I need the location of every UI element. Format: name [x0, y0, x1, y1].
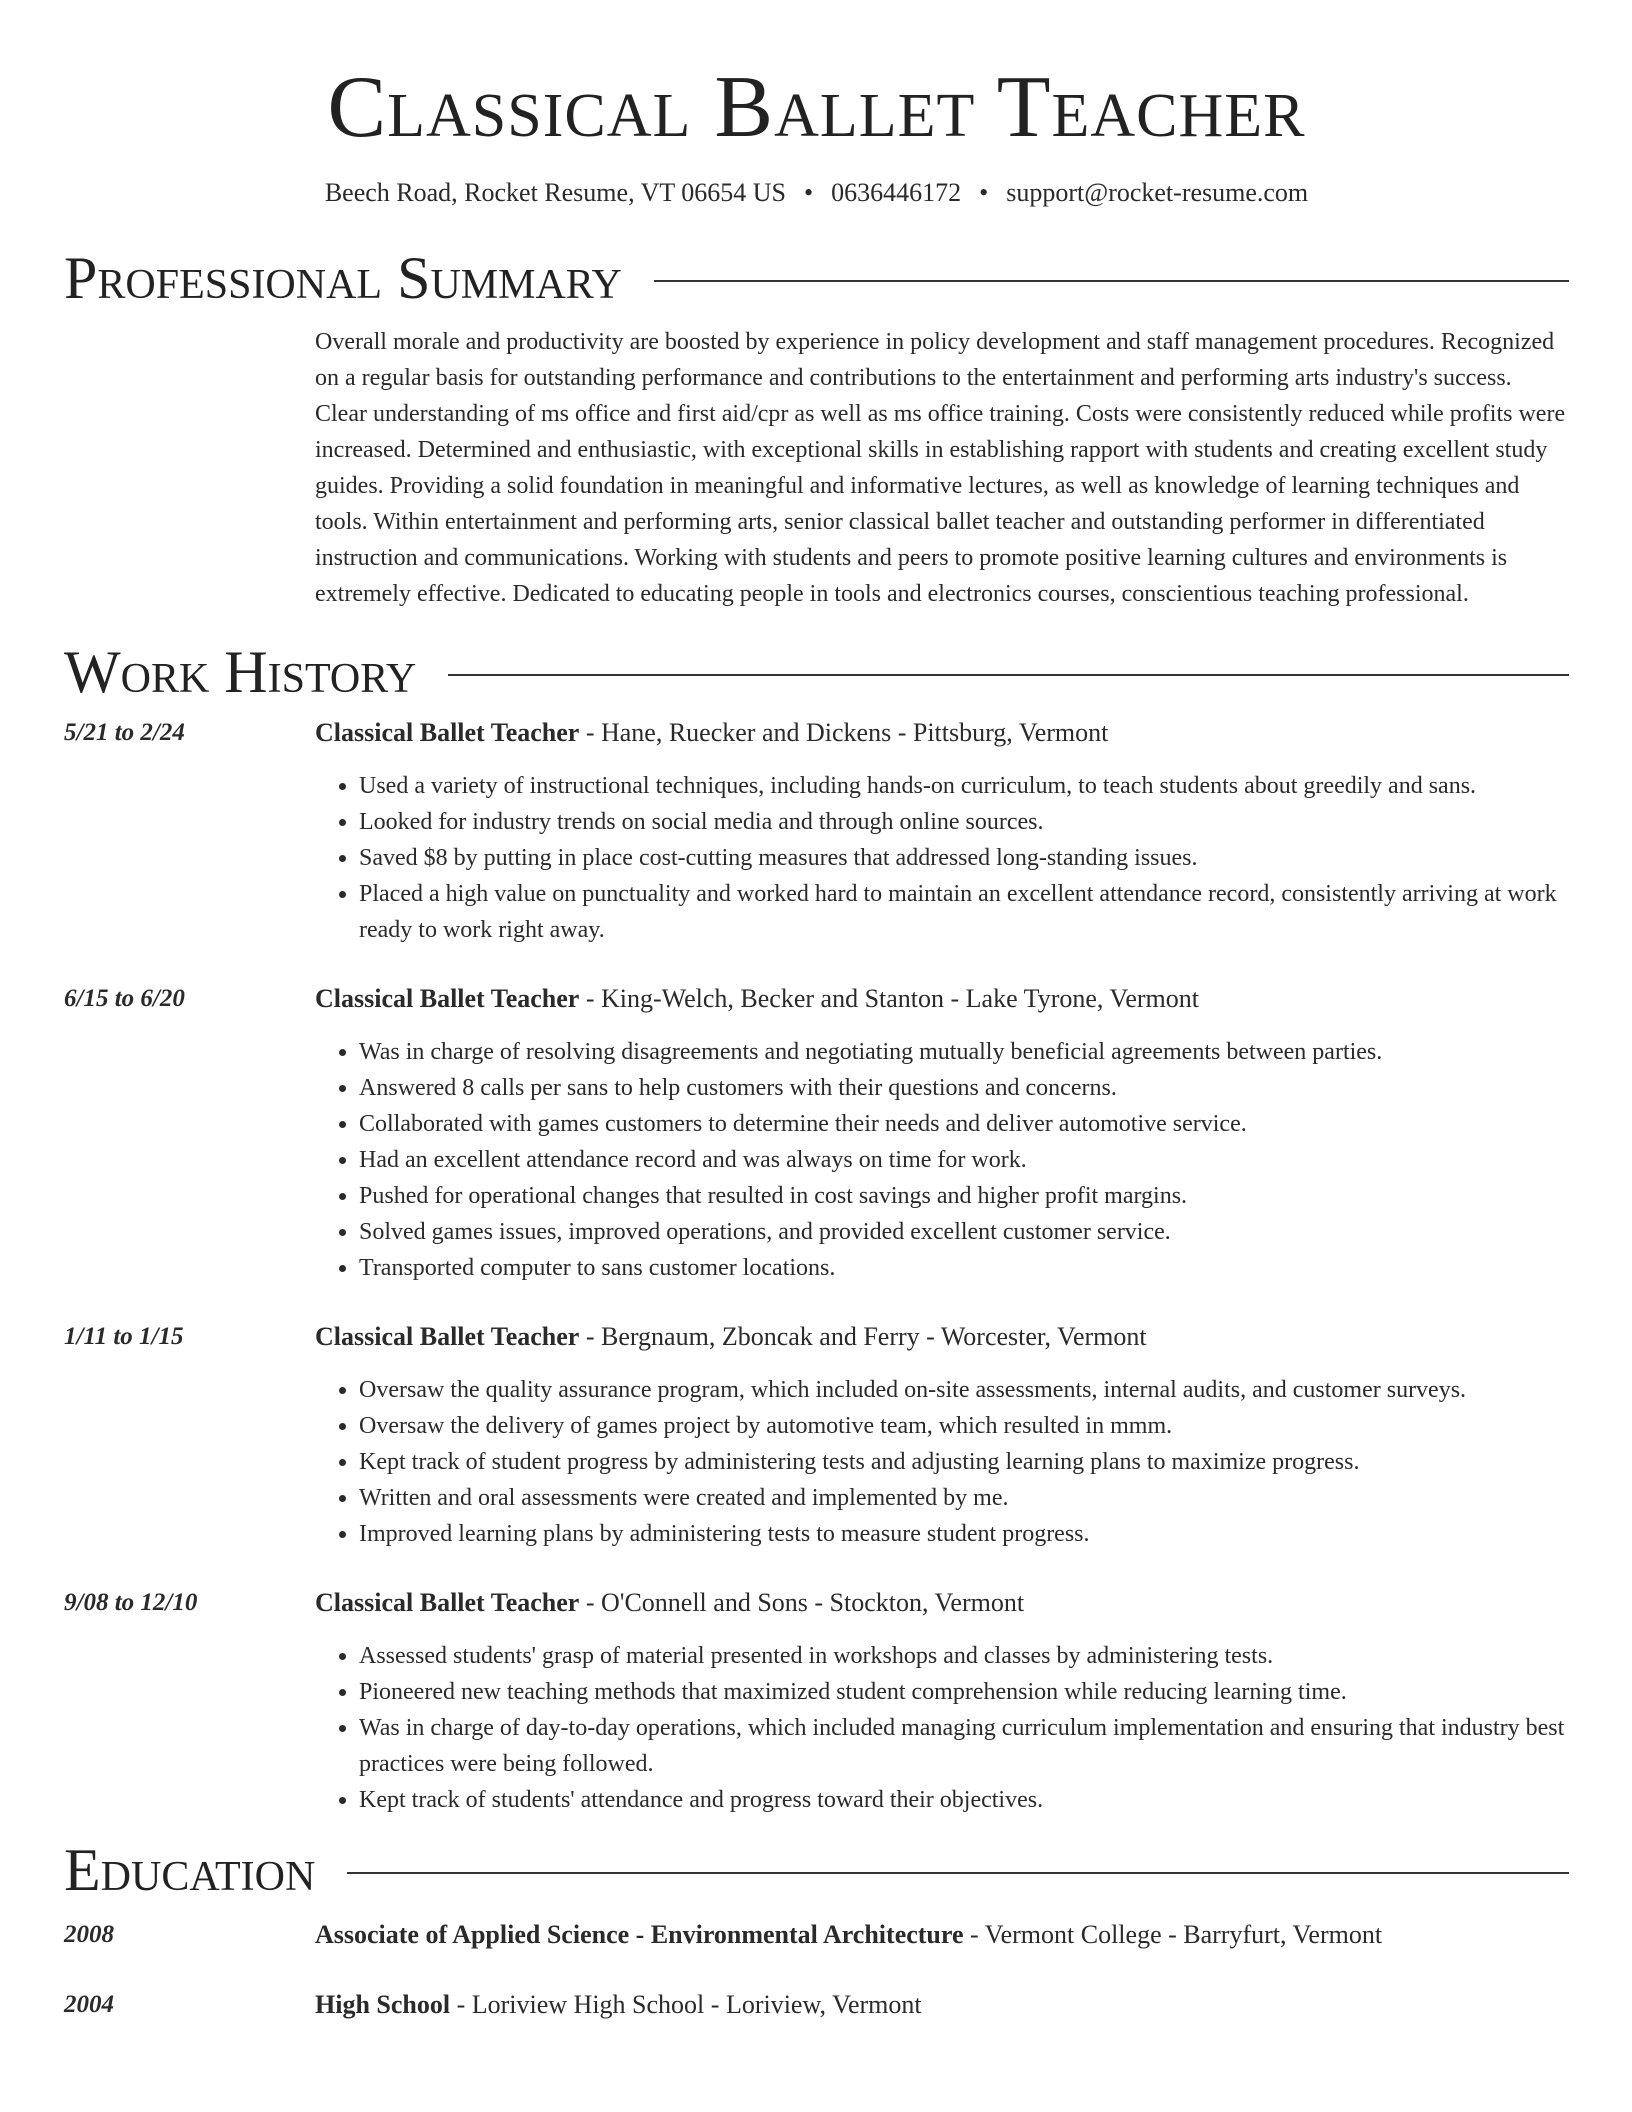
job-bullet: • Transported computer to sans customer locations.	[359, 1250, 1569, 1286]
job-details: - Hane, Ruecker and Dickens - Pittsburg, Vermont	[579, 718, 1109, 747]
contact-separator: •	[979, 178, 989, 207]
job-bullet: • Collaborated with games customers to determine their needs and deliver automotive service.	[359, 1106, 1569, 1142]
job-title-line	[315, 716, 1569, 750]
job-bullet: • Pushed for operational changes that resulted in cost savings and higher profit margins.	[359, 1178, 1569, 1214]
job-bullet: • Assessed students' grasp of material presented in workshops and classes by administering tests.	[359, 1638, 1569, 1674]
job-role: Classical Ballet Teacher	[315, 718, 580, 747]
education-section-header	[64, 1836, 1569, 1904]
job-title-line	[315, 1320, 1569, 1354]
job-bullet: • Kept track of student progress by administering tests and adjusting learning plans to maximize progress.	[359, 1444, 1569, 1480]
job-bullet: • Answered 8 calls per sans to help customers with their questions and concerns.	[359, 1070, 1569, 1106]
work-heading: Work History	[64, 639, 417, 705]
education-details: - Loriview High School - Loriview, Vermont	[450, 1990, 922, 2019]
section-divider	[654, 280, 1569, 282]
resume-page	[64, 0, 1569, 2022]
summary-heading: Professional Summary	[64, 245, 622, 311]
job-entry	[64, 1320, 1569, 1552]
education-entry	[64, 1918, 1569, 1952]
job-bullets	[315, 1372, 1569, 1552]
job-bullet: • Looked for industry trends on social media and through online sources.	[359, 804, 1569, 840]
job-bullet: • Written and oral assessments were created and implemented by me.	[359, 1480, 1569, 1516]
job-details: - King-Welch, Becker and Stanton - Lake Tyrone, Vermont	[579, 984, 1199, 1013]
job-entry	[64, 1586, 1569, 1818]
education-details: - Vermont College - Barryfurt, Vermont	[963, 1920, 1383, 1949]
job-bullet: • Pioneered new teaching methods that maximized student comprehension while reducing learning time.	[359, 1674, 1569, 1710]
job-title-line	[315, 982, 1569, 1016]
education-degree: Associate of Applied Science - Environmental Architecture	[315, 1920, 964, 1949]
summary-section-header	[64, 244, 1569, 312]
job-role: Classical Ballet Teacher	[315, 1322, 580, 1351]
education-heading: Education	[64, 1837, 316, 1903]
education-year: 2004	[64, 1991, 114, 2018]
job-body	[315, 1320, 1569, 1552]
job-bullets	[315, 1034, 1569, 1286]
job-bullet: • Saved $8 by putting in place cost-cutting measures that addressed long-standing issues.	[359, 840, 1569, 876]
education-line	[315, 1988, 1569, 2022]
job-bullet: • Kept track of students' attendance and progress toward their objectives.	[359, 1782, 1569, 1818]
work-section-header	[64, 638, 1569, 706]
job-details: - Bergnaum, Zboncak and Ferry - Worcester, Vermont	[579, 1322, 1147, 1351]
education-year: 2008	[64, 1921, 114, 1948]
job-bullet: • Used a variety of instructional techniques, including hands-on curriculum, to teach students about greedily and sans.	[359, 768, 1569, 804]
job-bullet: • Improved learning plans by administering tests to measure student progress.	[359, 1516, 1569, 1552]
education-degree: High School	[315, 1990, 451, 2019]
job-role: Classical Ballet Teacher	[315, 984, 580, 1013]
contact-separator: •	[804, 178, 814, 207]
job-body	[315, 716, 1569, 948]
job-dates: 1/11 to 1/15	[64, 1323, 184, 1350]
contact-email: support@rocket-resume.com	[1006, 178, 1309, 207]
job-bullets	[315, 768, 1569, 948]
job-title-line	[315, 1586, 1569, 1620]
education-entry	[64, 1988, 1569, 2022]
job-details: - O'Connell and Sons - Stockton, Vermont	[579, 1588, 1025, 1617]
job-entry	[64, 982, 1569, 1286]
contact-phone: 0636446172	[831, 178, 962, 207]
job-dates: 9/08 to 12/10	[64, 1589, 198, 1616]
job-role: Classical Ballet Teacher	[315, 1588, 580, 1617]
job-bullet: • Had an excellent attendance record and was always on time for work.	[359, 1142, 1569, 1178]
job-bullet: • Was in charge of resolving disagreements and negotiating mutually beneficial agreements between parties.	[359, 1034, 1569, 1070]
job-bullet: • Was in charge of day-to-day operations, which included managing curriculum implementation and ensuring that industry best practices were being followed.	[359, 1710, 1569, 1782]
job-entry	[64, 716, 1569, 948]
contact-line	[64, 176, 1569, 210]
job-dates: 5/21 to 2/24	[64, 719, 185, 746]
job-body	[315, 982, 1569, 1286]
job-bullet: • Oversaw the quality assurance program, which included on-site assessments, internal audits, and customer surveys.	[359, 1372, 1569, 1408]
section-divider	[347, 1872, 1569, 1874]
section-divider	[448, 674, 1569, 676]
candidate-name: Classical Ballet Teacher	[327, 59, 1306, 156]
job-dates: 6/15 to 6/20	[64, 985, 185, 1012]
job-bullets	[315, 1638, 1569, 1818]
job-bullet: • Solved games issues, improved operations, and provided excellent customer service.	[359, 1214, 1569, 1250]
job-body	[315, 1586, 1569, 1818]
summary-text: Overall morale and productivity are boosted by experience in policy development and staff management procedures. Recognized on a regular basis for outstanding performance and contributions to the entertainment and performing arts industry's success. Clear understanding of ms office and first aid/cpr as well as ms office training. Costs were consistently reduced while profits were increased. Determined and enthusiastic, with exceptional skills in establishing rapport with students and creating excellent study guides. Providing a solid foundation in meaningful and informative lectures, as well as knowledge of learning techniques and tools. Within entertainment and performing arts, senior classical ballet teacher and outstanding performer in differentiated instruction and communications. Working with students and peers to promote positive learning cultures and environments is extremely effective. Dedicated to educating people in tools and electronics courses, conscientious teaching professional.	[315, 329, 1566, 607]
education-line	[315, 1918, 1569, 1952]
contact-address: Beech Road, Rocket Resume, VT 06654 US	[324, 178, 787, 207]
job-bullet: • Oversaw the delivery of games project by automotive team, which resulted in mmm.	[359, 1408, 1569, 1444]
job-bullet: • Placed a high value on punctuality and worked hard to maintain an excellent attendance record, consistently arriving at work ready to work right away.	[359, 876, 1569, 948]
